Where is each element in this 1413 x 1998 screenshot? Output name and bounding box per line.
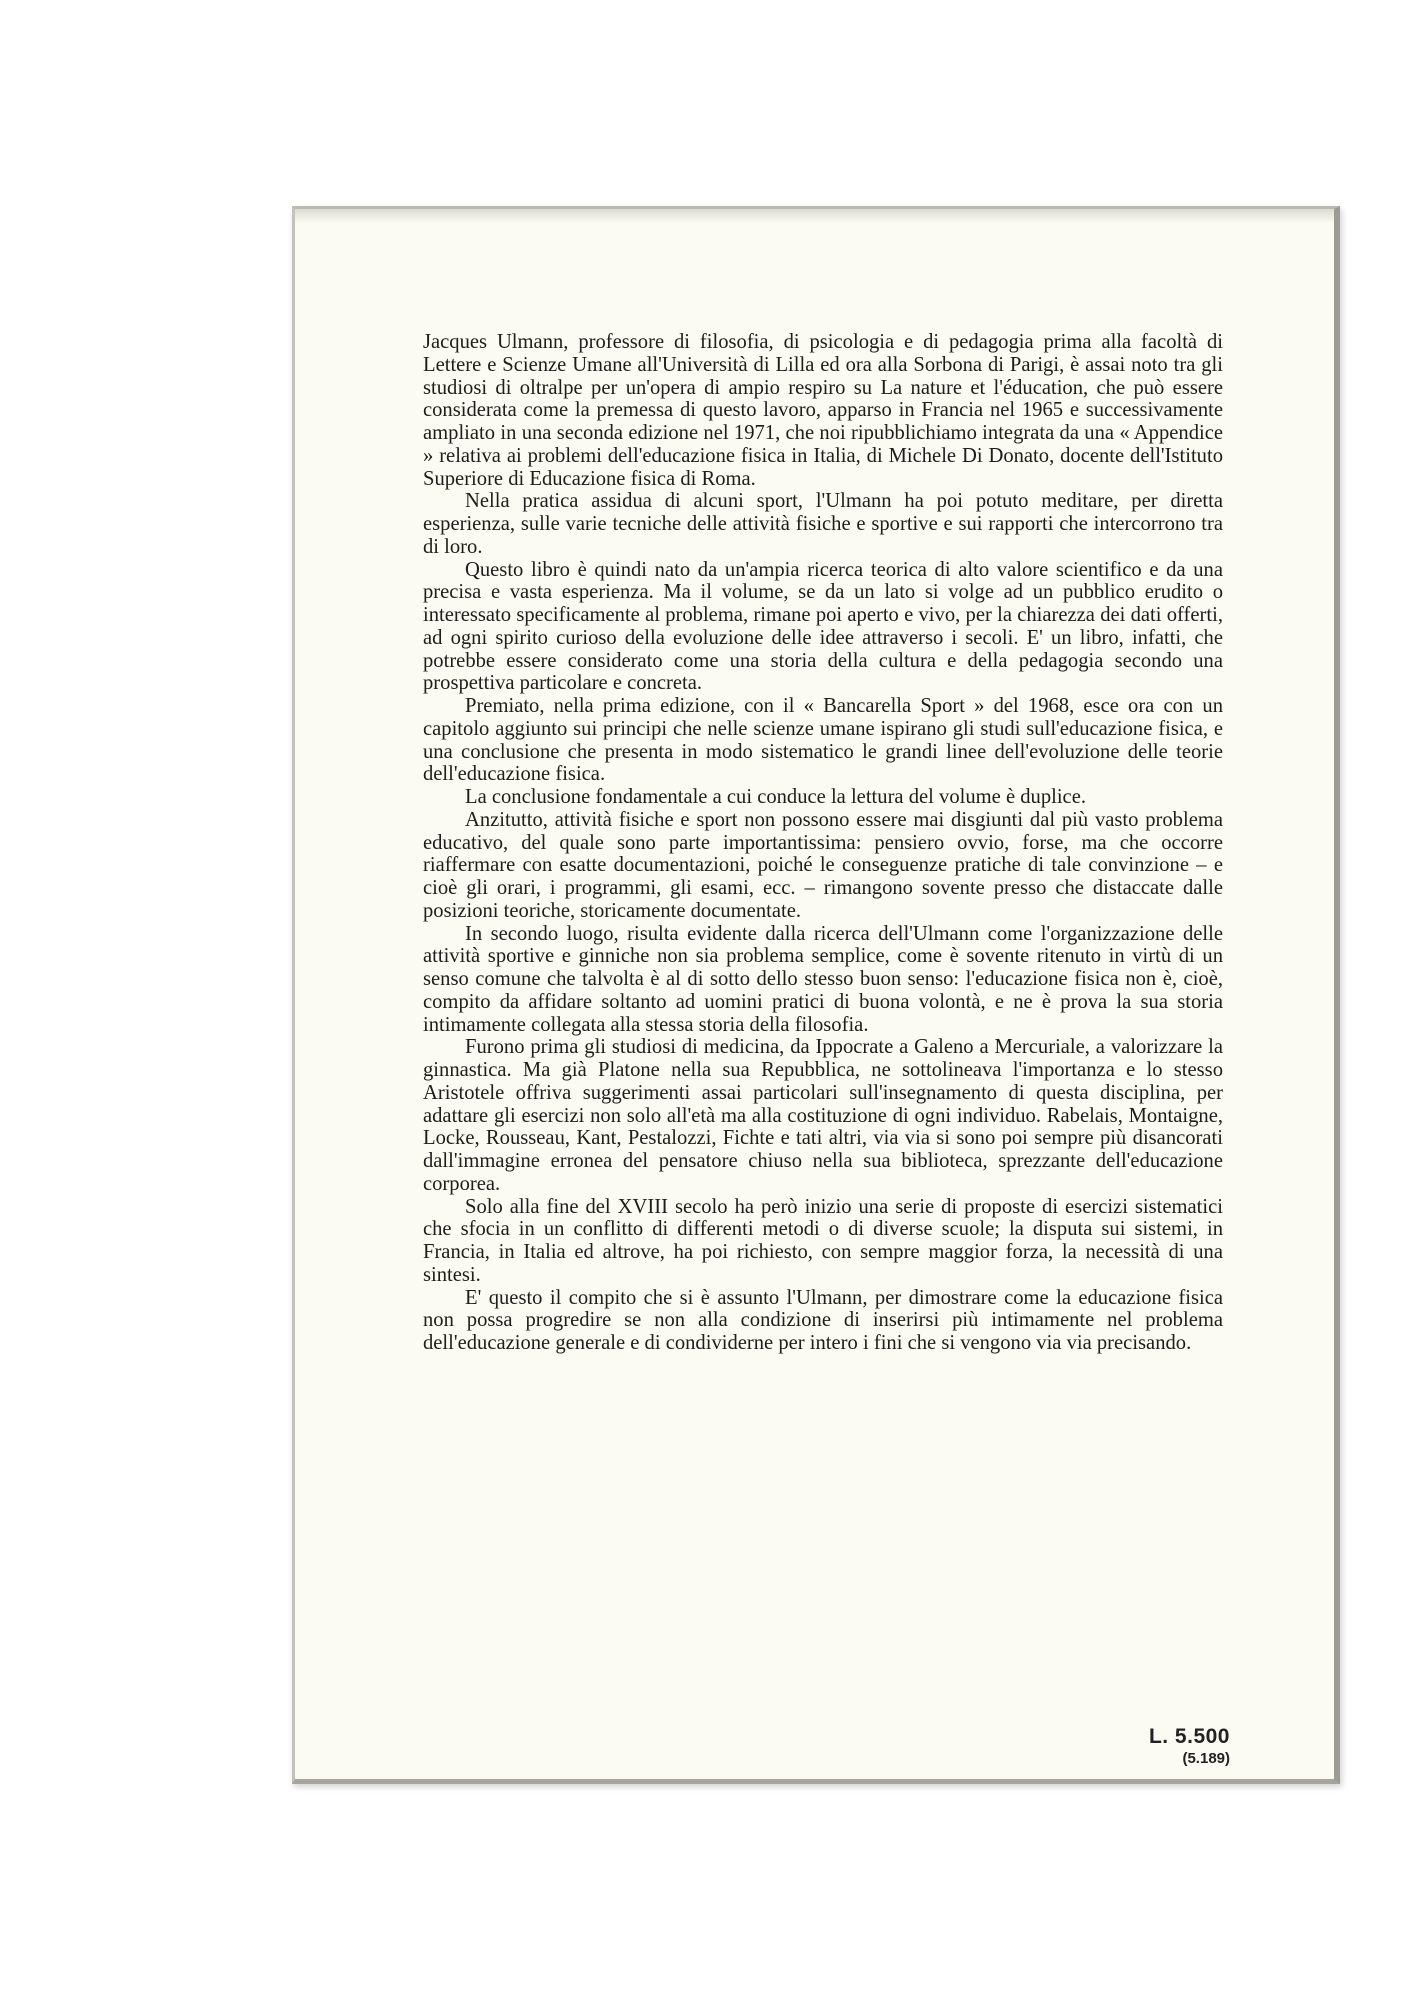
blurb-paragraph: Nella pratica assidua di alcuni sport, l'Ulmann ha poi potuto meditare, per diretta esperienza, sulle varie tecniche delle attività fisiche e sportive e sui rapporti che intercorrono tra di loro. [423,490,1223,558]
blurb-paragraph: Furono prima gli studiosi di medicina, da Ippocrate a Galeno a Mercuriale, a valorizzare la ginnastica. Ma già Platone nella sua Repubblica, ne sottolineava l'importanza e lo stesso Aristotele offriva suggerimenti assai particolari sull'insegnamento di questa disciplina, per adattare gli esercizi non solo all'età ma alla costituzione di ogni individuo. Rabelais, Montaigne, Locke, Rousseau, Kant, Pestalozzi, Fichte e tati altri, via via si sono poi sempre più disancorati dall'immagine erronea del pensatore chiuso nella sua biblioteca, sprezzante dell'educazione corporea. [423,1036,1223,1195]
blurb-paragraph: Anzitutto, attività fisiche e sport non possono essere mai disgiunti dal più vasto problema educativo, del quale sono parte importantissima: pensiero ovvio, forse, ma che occorre riaffermare con esatte documentazioni, poiché le conseguenze pratiche di tale convinzione – e cioè gli orari, i programmi, gli esami, ecc. – rimangono sovente presso che distaccate dalle posizioni teoriche, storicamente documentate. [423,808,1223,922]
blurb-paragraph: Premiato, nella prima edizione, con il « Bancarella Sport » del 1968, esce ora con un capitolo aggiunto sui principi che nelle scienze umane ispirano gli studi sull'educazione fisica, e una conclusione che presenta in modo sistematico le grandi linee dell'evoluzione delle teorie dell'educazione fisica. [423,695,1223,786]
blurb-paragraph: Questo libro è quindi nato da un'ampia ricerca teorica di alto valore scientifico e da una precisa e vasta esperienza. Ma il volume, se da un lato si volge ad un pubblico erudito o interessato specificamente al problema, rimane poi aperto e vivo, per la chiarezza dei dati offerti, ad ogni spirito curioso della evoluzione delle idee attraverso i secoli. E' un libro, infatti, che potrebbe essere considerato come una storia della cultura e della pedagogia secondo una prospettiva particolare e concreta. [423,558,1223,695]
blurb-paragraph: Jacques Ulmann, professore di filosofia, di psicologia e di pedagogia prima alla facoltà di Lettere e Scienze Umane all'Università di Lilla ed ora alla Sorbona di Parigi, è assai noto tra gli studiosi di oltralpe per un'opera di ampio respiro su La nature et l'éducation, che può essere considerata come la premessa di questo lavoro, apparso in Francia nel 1965 e successivamente ampliato in una seconda edizione nel 1971, che noi ripubblichiamo integrata da una « Appendice » relativa ai problemi dell'educazione fisica in Italia, di Michele Di Donato, docente dell'Istituto Superiore di Educazione fisica di Roma. [423,331,1223,490]
blurb-paragraph: E' questo il compito che si è assunto l'Ulmann, per dimostrare come la educazione fisica non possa progredire se non alla condizione di inserirsi più intimamente nel problema dell'educazione generale e di condividerne per intero i fini che si vengono via via precisando. [423,1286,1223,1354]
blurb-paragraph: La conclusione fondamentale a cui conduce la lettura del volume è duplice. [465,786,1086,808]
price-value: L. 5.500 [1148,1725,1230,1748]
blurb-paragraph: Solo alla fine del XVIII secolo ha però inizio una serie di proposte di esercizi sistematici che sfocia in un conflitto di differenti metodi o di diverse scuole; la disputa sui sistemi, in Francia, in Italia ed altrove, ha poi richiesto, con sempre maggior forza, la necessità di una sintesi. [423,1195,1223,1286]
price-label [1149,1725,1230,1769]
blurb-paragraph: In secondo luogo, risulta evidente dalla ricerca dell'Ulmann come l'organizzazione delle attività sportive e ginniche non sia problema semplice, come è sovente ritenuto in virtù di un senso comune che talvolta è al di sotto dello stesso buon senso: l'educazione fisica non è, cioè, compito da affidare soltanto ad uomini pratici di buona volontà, e ne è prova la sua storia intimamente collegata alla stessa storia della filosofia. [423,922,1223,1036]
price-code: (5.189) [1182,1750,1230,1767]
book-back-cover [292,206,1340,1784]
blurb-text [423,331,1223,1355]
